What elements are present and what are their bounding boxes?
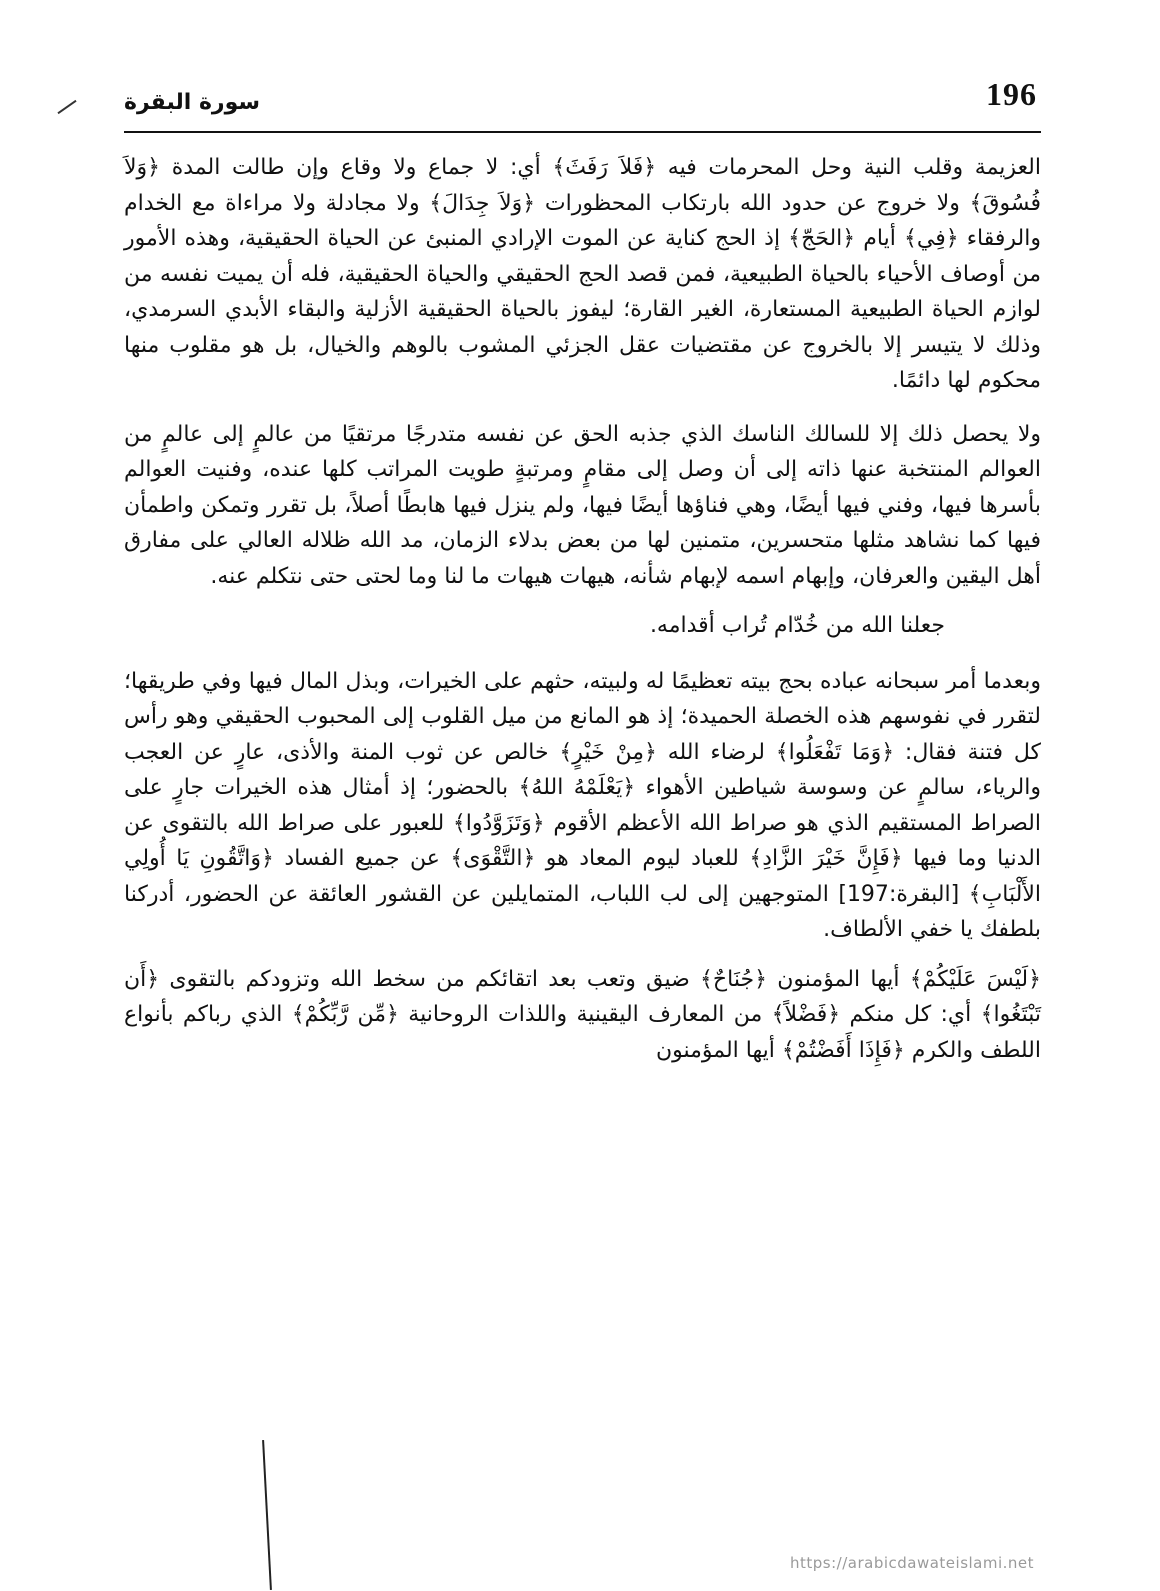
margin-mark — [57, 100, 76, 114]
page-header — [124, 76, 1041, 130]
body-text — [124, 150, 1041, 1068]
page-number: 196 — [986, 76, 1037, 112]
paragraph: وبعدما أمر سبحانه عباده بحج بيته تعظيمًا له ولبيته، حثهم على الخيرات، وبذل المال فيها وفي طريقها؛ لتقرر في نفوسهم هذه الخصلة الحميدة؛ إذ هو المانع من ميل القلوب إلى المحبوب الحقيقي وهو رأس كل فتنة فقال: ﴿وَمَا تَفْعَلُوا﴾ لرضاء الله ﴿مِنْ خَيْرٍ﴾ خالص عن ثوب المنة والأذى، عارٍ عن العجب والرياء، سالمٍ عن وسوسة شياطين الأهواء ﴿يَعْلَمْهُ اللهُ﴾ بالحضور؛ إذ أمثال هذه الخيرات جارٍ على الصراط المستقيم الذي هو صراط الله الأعظم الأقوم ﴿وَتَزَوَّدُوا﴾ للعبور على صراط الله بالتقوى عن الدنيا وما فيها ﴿فَإِنَّ خَيْرَ الزَّادِ﴾ للعباد ليوم المعاد هو ﴿التَّقْوَى﴾ عن جميع الفساد ﴿وَاتَّقُونِ يَا أُولِي الأَلْبَابِ﴾ [البقرة:197] المتوجهين إلى لب اللباب، المتمايلين عن القشور العائقة عن الحضور، أدركنا بلطفك يا خفي الألطاف. — [124, 668, 1041, 942]
surah-title: سورة البقرة — [124, 90, 261, 115]
source-watermark-url[interactable]: https://arabicdawateislami.net — [790, 1554, 1035, 1572]
paragraph: جعلنا الله من خُدّام تُراب أقدامه. — [649, 613, 945, 638]
header-divider — [124, 131, 1041, 133]
paragraph: ﴿لَيْسَ عَلَيْكُمْ﴾ أيها المؤمنون ﴿جُنَاحٌ﴾ ضيق وتعب بعد اتقائكم من سخط الله وتزودكم بالتقوى ﴿أَن تَبْتَغُوا﴾ أي: كل منكم ﴿فَضْلاً﴾ من المعارف اليقينية واللذات الروحانية ﴿مِّن رَّبِّكُمْ﴾ الذي رباكم بأنواع اللطف والكرم ﴿فَإِذَا أَفَضْتُمْ﴾ أيها المؤمنون — [124, 966, 1041, 1063]
paragraph: العزيمة وقلب النية وحل المحرمات فيه ﴿فَلاَ رَفَثَ﴾ أي: لا جماع ولا وقاع وإن طالت المدة ﴿وَلاَ فُسُوقَ﴾ ولا خروج عن حدود الله بارتكاب المحظورات ﴿وَلاَ جِدَالَ﴾ ولا مجادلة ولا مراءاة مع الخدام والرفقاء ﴿فِي﴾ أيام ﴿الحَجّ﴾ إذ الحج كناية عن الموت الإرادي المنبئ عن الحياة الحقيقية، وهذه الأمور من أوصاف الأحياء بالحياة الطبيعية، فمن قصد الحج الحقيقي والحياة الحقيقية، فله أن يميت نفسه من لوازم الحياة الطبيعية المستعارة، الغير القارة؛ ليفوز بالحياة الحقيقية الأزلية والبقاء الأبدي السرمدي، وذلك لا يتيسر إلا بالخروج عن مقتضيات عقل الجزئي المشوب بالوهم والخيال، بل هو مقلوب منها محكوم لها دائمًا. — [124, 155, 1041, 393]
paragraph: ولا يحصل ذلك إلا للسالك الناسك الذي جذبه الحق عن نفسه متدرجًا مرتقيًا من عالمٍ إلى عالمٍ من العوالم المنتخبة عنها ذاته إلى أن وصل إلى مقامٍ ومرتبةٍ طويت المراتب كلها عنده، وفنيت العوالم بأسرها فيها، وفني فيها أيضًا، وهي فناؤها أيضًا فيها، ولم ينزل فيها هابطًا أصلاً، بل تقرر وتمكن واطمأن فيها كما نشاهد مثلها متحسرين، متمنين لها من بعض بدلاء الزمان، مد الله ظلاله العالي على مفارق أهل اليقين والعرفان، وإبهام اسمه لإبهام شأنه، هيهات هيهات ما لنا وما لحتى حتى نتكلم عنه. — [124, 421, 1041, 589]
scan-binding-line — [262, 1440, 272, 1590]
